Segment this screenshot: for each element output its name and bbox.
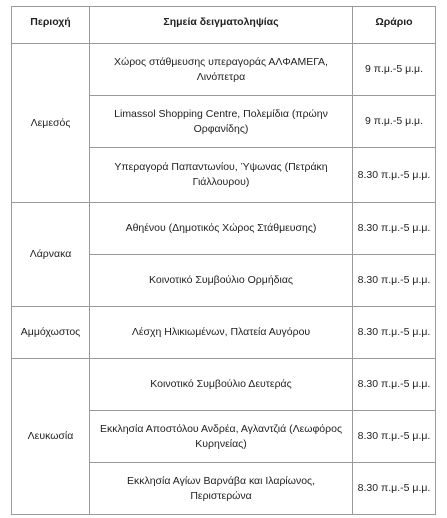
hours-cell: 8.30 π.μ.-5 μ.μ. (353, 203, 436, 255)
table-row (12, 44, 436, 96)
hours-cell: 8.30 π.μ.-5 μ.μ. (353, 255, 436, 307)
region-cell-lemesos: Λεμεσός (12, 44, 90, 203)
location-cell: Κοινοτικό Συμβούλιο Ορμήδιας (90, 255, 353, 307)
region-cell-ammochostos: Αμμόχωστος (12, 307, 90, 359)
sampling-points-column-header: Σημεία δειγματοληψίας (90, 7, 353, 44)
location-cell: Εκκλησία Αγίων Βαρνάβα και Ιλαρίωνος, Περιστερώνα (90, 463, 353, 515)
hours-cell: 8.30 π.μ.-5 μ.μ. (353, 359, 436, 411)
region-cell-larnaka: Λάρνακα (12, 203, 90, 307)
hours-cell: 8.30 π.μ.-5 μ.μ. (353, 463, 436, 515)
location-cell: Κοινοτικό Συμβούλιο Δευτεράς (90, 359, 353, 411)
hours-cell: 9 π.μ.-5 μ.μ. (353, 96, 436, 148)
location-cell: Limassol Shopping Centre, Πολεμίδια (πρώην Ορφανίδης) (90, 96, 353, 148)
location-cell: Αθηένου (Δημοτικός Χώρος Στάθμευσης) (90, 203, 353, 255)
hours-column-header: Ωράριο (353, 7, 436, 44)
location-cell: Υπεραγορά Παπαντωνίου, Ύψωνας (Πετράκη Γιάλλουρου) (90, 148, 353, 203)
location-cell: Χώρος στάθμευσης υπεραγοράς ΑΛΦΑΜΕΓΑ, Λινόπετρα (90, 44, 353, 96)
location-cell: Λέσχη Ηλικιωμένων, Πλατεία Αυγόρου (90, 307, 353, 359)
region-column-header: Περιοχή (12, 7, 90, 44)
location-cell: Εκκλησία Αποστόλου Ανδρέα, Αγλαντζιά (Λεωφόρος Κυρηνείας) (90, 411, 353, 463)
hours-cell: 8.30 π.μ.-5 μ.μ. (353, 307, 436, 359)
hours-cell: 8.30 π.μ.-5 μ.μ. (353, 411, 436, 463)
hours-cell: 8.30 π.μ.-5 μ.μ. (353, 148, 436, 203)
region-cell-lefkosia: Λευκωσία (12, 359, 90, 515)
table-row (12, 203, 436, 255)
hours-cell: 9 π.μ.-5 μ.μ. (353, 44, 436, 96)
sampling-schedule-table (11, 6, 436, 515)
table-row (12, 359, 436, 411)
table-row (12, 307, 436, 359)
table-header-row (12, 7, 436, 44)
